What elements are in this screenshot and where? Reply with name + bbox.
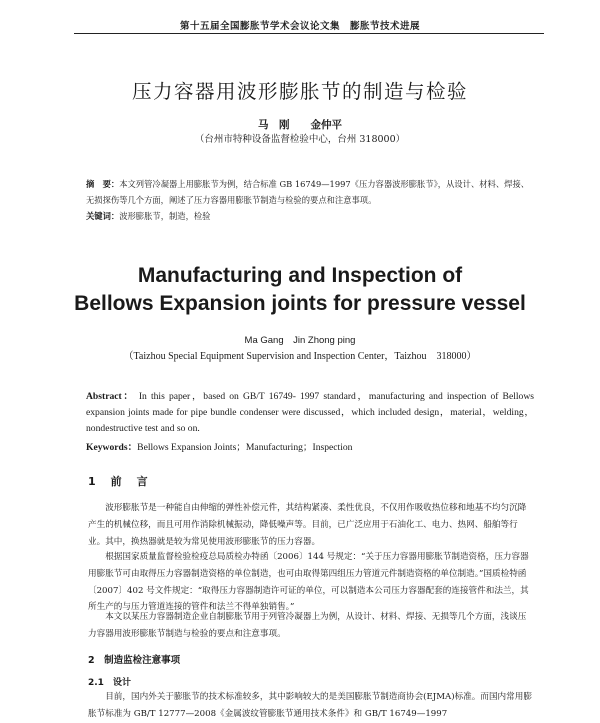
english-title (0, 262, 600, 317)
english-title-line-2: Bellows Expansion joints for pressure vessel (74, 291, 526, 315)
section-1-heading: 1 前 言 (88, 475, 150, 488)
chinese-abstract-label: 摘 要： (86, 179, 120, 189)
chinese-abstract-text: 本文列管冷凝器上用膨胀节为例，结合标准 GB 16749—1997《压力容器波形膨胀节》，从设计、材料、焊接、无损探伤等几个方面，阐述了压力容器用膨胀节制造与检验的要点和注意事项。 (86, 179, 530, 205)
chinese-affiliation: （台州市特种设备监督检验中心，台州 318000） (194, 134, 406, 145)
chinese-keywords (86, 210, 534, 222)
chinese-keywords-label: 关键词： (86, 211, 120, 221)
paragraph-text: 目前，国内外关于膨胀节的技术标准较多，其中影响较大的是美国膨胀节制造商协会(EJMA)标准。而国内常用膨胀节标准为 GB/T 12777—2008《金属波纹管膨胀节通用技术条件》和 GB/T 16749—1997 (88, 692, 532, 719)
section-2-1-heading: 2.1 设计 (88, 678, 131, 688)
english-abstract (86, 389, 534, 437)
english-keywords-label: Keywords： (86, 442, 138, 453)
chinese-abstract (86, 176, 534, 208)
paragraph-text: 根据国家质量监督检验检疫总局质检办特函〔2006〕144 号规定：“关于压力容器用膨胀节制造资格，压力容器用膨胀节可由取得压力容器制造资格的单位制造，也可由取得第四组压力管道元件制造资格的单位制造。”国质检特函〔2007〕402 号文件规定：“取得压力容器制造许可证的单位，可以制造本公司压力容器配套的连接管件和法兰，其所生产的与压力管道连接的管件和法兰不得单独销售。” (88, 552, 529, 613)
running-header: 第十五届全国膨胀节学术会议论文集 膨胀节技术进展 (179, 21, 420, 32)
english-affiliation: （Taizhou Special Equipment Supervision and Inspection Center，Taizhou 318000） (123, 351, 477, 362)
english-title-line-1: Manufacturing and Inspection of (137, 264, 463, 287)
paragraph-text: 本文以某压力容器制造企业自制膨胀节用于列管冷凝器上为例，从设计、材料、焊接、无损等几个方面，浅谈压力容器用波形膨胀节制造与检验的要点和注意事项。 (88, 612, 527, 639)
english-abstract-text: In this paper，based on GB/T 16749- 1997 standard，manufacturing and inspection of Bellows expansion joints made for pipe bundle condenser were discussed，which included design，material，welding，nondestructive test and so on. (86, 391, 534, 434)
chinese-keywords-text: 波形膨胀节，制造，检验 (119, 211, 211, 221)
chinese-title: 压力容器用波形膨胀节的制造与检验 (131, 80, 468, 103)
chinese-authors: 马 刚 金仲平 (258, 119, 342, 131)
english-abstract-label: Abstract： (86, 391, 135, 402)
english-keywords (86, 439, 534, 453)
section-2-heading: 2 制造监检注意事项 (88, 655, 181, 666)
section-1-paragraph-1 (88, 500, 532, 550)
english-keywords-text: Bellows Expansion Joints；Manufacturing；Inspection (137, 442, 353, 453)
paragraph-text: 波形膨胀节是一种能自由伸缩的弹性补偿元件，其结构紧凑、柔性优良，不仅用作吸收热位移和地基不均匀沉降产生的机械位移，而且可用作消除机械振动，降低噪声等。目前，已广泛应用于石油化工、电力、热网、船舶等行业。其中，换热器就是较为常见使用波形膨胀节的压力容器。 (88, 503, 527, 547)
section-1-paragraph-2 (88, 549, 532, 616)
section-1-paragraph-3 (88, 609, 532, 643)
english-authors: Ma Gang Jin Zhong ping (244, 335, 356, 346)
header-rule (74, 33, 544, 34)
section-2-paragraph-1 (88, 689, 532, 723)
